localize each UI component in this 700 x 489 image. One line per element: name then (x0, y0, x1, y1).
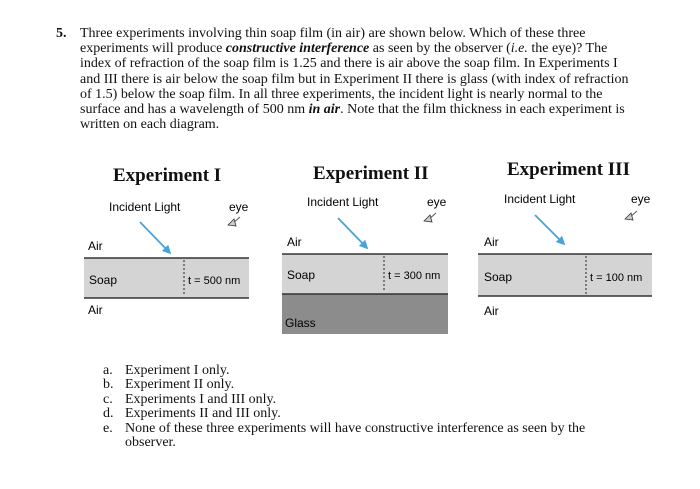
question-emphasis-ie: i.e. (510, 41, 528, 57)
experiment-3-bottom-medium: Air (484, 304, 499, 318)
experiment-3-thickness-label: t = 100 nm (590, 272, 643, 284)
answer-choice-e[interactable] (103, 422, 623, 451)
experiment-2-incident-label: Incident Light (307, 195, 379, 209)
choice-text: None of these three experiments will have constructive interference as seen by the observer. (125, 420, 586, 451)
experiment-2-top-medium: Air (287, 235, 302, 249)
experiment-2-diagram (282, 195, 448, 334)
choice-text: Experiment I only. (125, 363, 230, 378)
experiment-2-film-label: Soap (287, 268, 316, 282)
question-text-part: Three experiments involving thin soap film (in air) are shown below. Which of these three experiments will produce (80, 26, 586, 57)
answer-choices (103, 364, 623, 450)
experiment-1-diagram (84, 200, 249, 317)
choice-letter: b. (103, 377, 114, 393)
experiment-2-title: Experiment II (313, 163, 429, 184)
choice-letter: a. (103, 363, 113, 378)
answer-choice-d[interactable] (103, 407, 623, 421)
question-text-part: the eye)? The index of refraction of the soap film is 1.25 and there is air above the soap film. In Experiments I and III there is air below the soap film but in Experiment II there is glass (with index of refraction of 1.5) below the soap film. In all three experiments, the incident light is nearly normal to the surface and has a wavelength of 500 nm (80, 41, 629, 118)
question-emphasis-in-air: in air (308, 102, 341, 118)
question-text-part: . Note that the film thickness in each experiment is written on each diagram. (80, 102, 625, 133)
experiment-3-film-label: Soap (484, 270, 513, 284)
choice-text: Experiments I and III only. (125, 391, 277, 407)
question-emphasis-constructive: constructive interference (225, 41, 370, 57)
answer-choice-c[interactable] (103, 393, 623, 407)
experiment-2-eye-label: eye (427, 195, 447, 209)
choice-letter: e. (103, 420, 113, 436)
eye-icon (424, 213, 436, 222)
experiment-1-bottom-medium: Air (88, 303, 103, 317)
experiment-1-incident-label: Incident Light (109, 200, 181, 214)
experiment-3-incident-label: Incident Light (504, 192, 576, 206)
experiment-1-thickness-label: t = 500 nm (188, 275, 241, 287)
experiment-3-diagram (478, 192, 652, 318)
eye-icon (228, 217, 240, 226)
choice-text: Experiments II and III only. (125, 406, 281, 422)
experiment-1-top-medium: Air (88, 239, 103, 253)
experiment-2-incident-ray (338, 218, 367, 248)
experiment-1-title: Experiment I (113, 165, 222, 186)
eye-icon (625, 211, 637, 220)
experiment-3-incident-ray (535, 215, 564, 244)
question-text-part: as seen by the observer ( (369, 41, 511, 57)
choice-letter: c. (103, 391, 113, 407)
experiment-3-top-medium: Air (484, 235, 499, 249)
choice-letter: d. (103, 406, 114, 422)
experiment-1-film-label: Soap (89, 273, 118, 287)
answer-choice-a[interactable] (103, 364, 623, 378)
experiment-2-thickness-label: t = 300 nm (388, 270, 441, 282)
choice-text: Experiment II only. (125, 377, 235, 393)
experiment-2-bottom-medium: Glass (285, 316, 316, 330)
experiment-1-incident-ray (140, 222, 170, 253)
experiment-3-eye-label: eye (631, 192, 651, 206)
answer-choice-b[interactable] (103, 378, 623, 392)
question-number: 5. (56, 26, 67, 41)
experiment-3-title: Experiment III (507, 159, 630, 180)
experiment-1-eye-label: eye (229, 200, 249, 214)
